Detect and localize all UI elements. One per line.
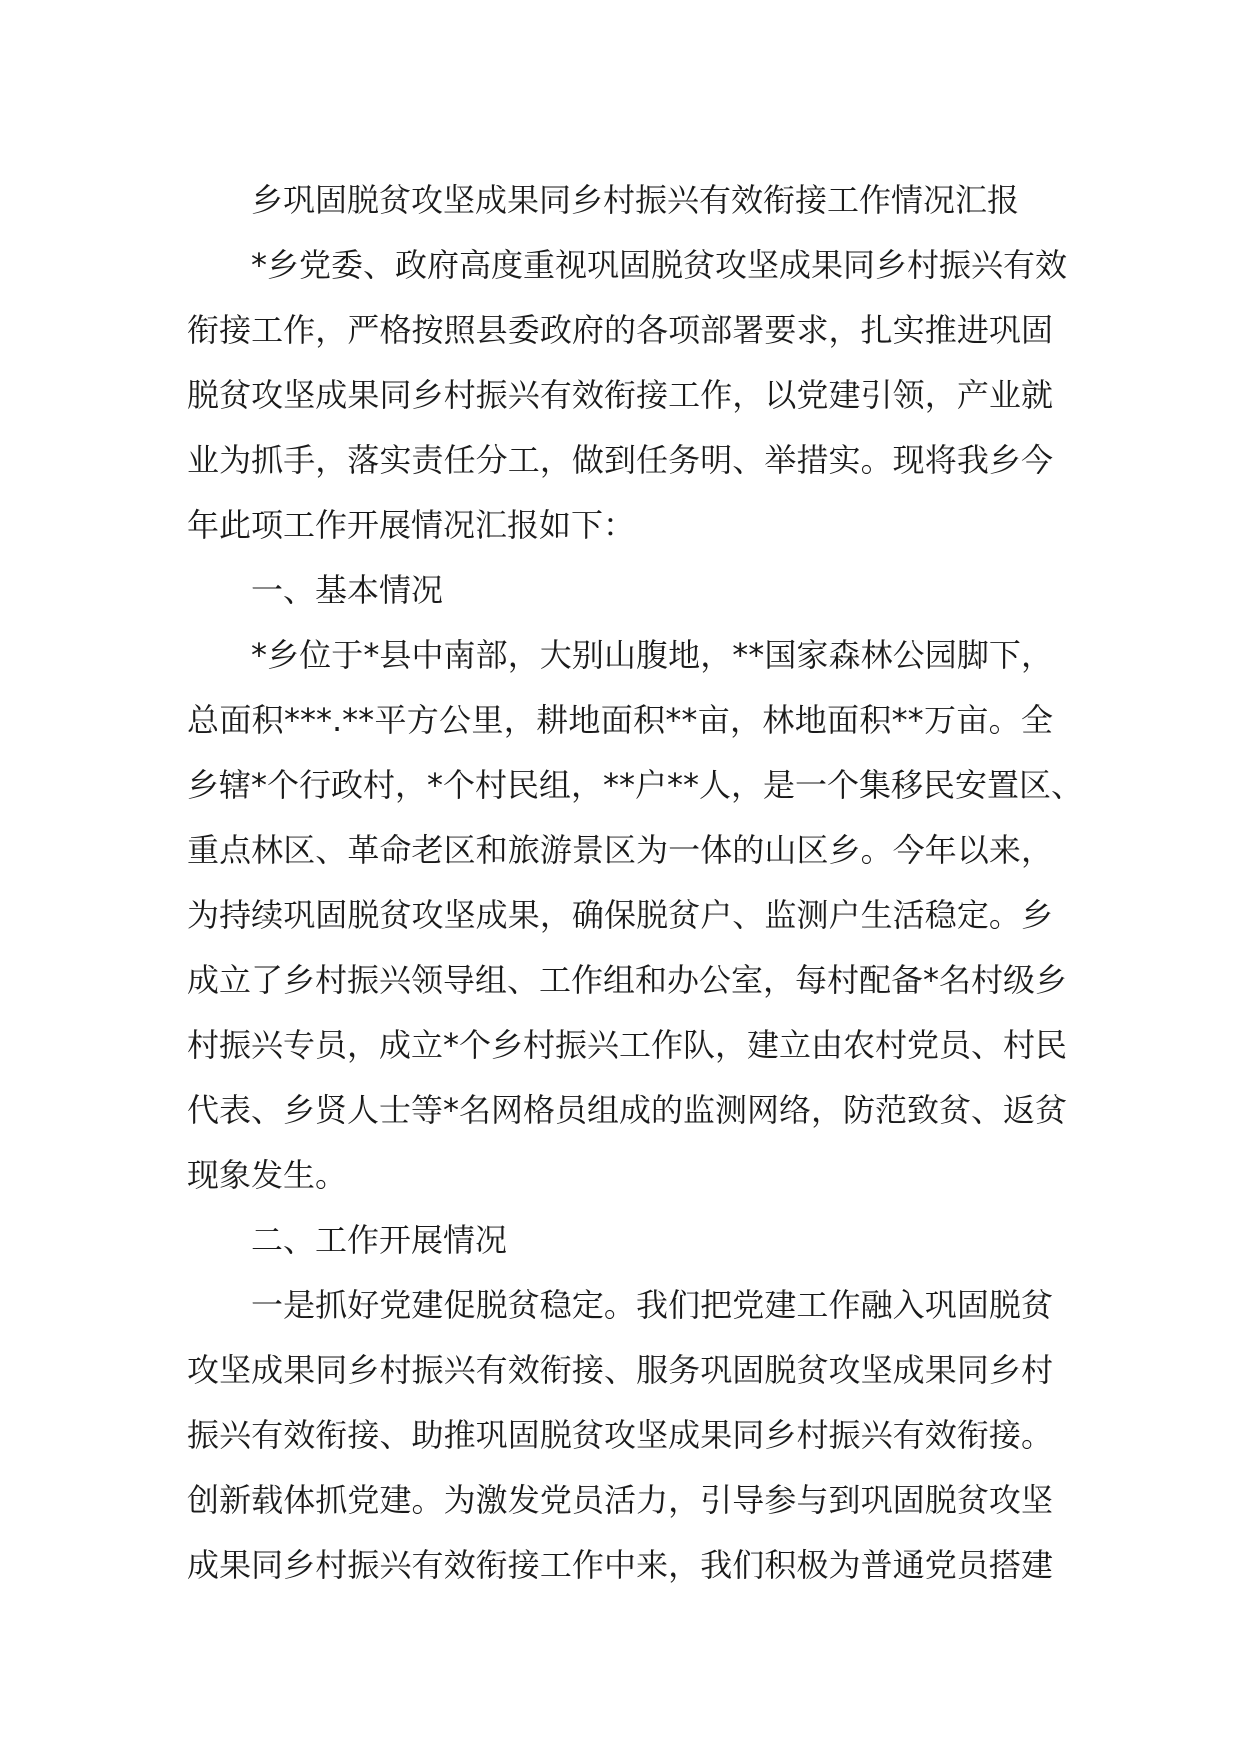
section1-line: 成立了乡村振兴领导组、工作组和办公室，每村配备*名村级乡 — [187, 961, 1068, 999]
document-title: 乡巩固脱贫攻坚成果同乡村振兴有效衔接工作情况汇报 — [251, 181, 1020, 219]
section1-line: *乡位于*县中南部，大别山腹地，**国家森林公园脚下， — [251, 636, 1053, 674]
section1-line: 现象发生。 — [187, 1156, 348, 1194]
section2-line: 创新载体抓党建。为激发党员活力，引导参与到巩固脱贫攻坚 — [187, 1481, 1053, 1519]
section2-line: 振兴有效衔接、助推巩固脱贫攻坚成果同乡村振兴有效衔接。 — [187, 1416, 1053, 1454]
section-heading-basic: 一、基本情况 — [251, 571, 444, 609]
section2-line: 攻坚成果同乡村振兴有效衔接、服务巩固脱贫攻坚成果同乡村 — [187, 1351, 1053, 1389]
document-body — [187, 168, 1084, 1598]
intro-line: 年此项工作开展情况汇报如下： — [187, 506, 636, 544]
section-heading-progress: 二、工作开展情况 — [251, 1221, 508, 1259]
section1-line: 代表、乡贤人士等*名网格员组成的监测网络，防范致贫、返贫 — [187, 1091, 1068, 1129]
section1-line: 为持续巩固脱贫攻坚成果，确保脱贫户、监测户生活稳定。乡 — [187, 896, 1053, 934]
section1-line: 重点林区、革命老区和旅游景区为一体的山区乡。今年以来， — [187, 831, 1053, 869]
intro-line: *乡党委、政府高度重视巩固脱贫攻坚成果同乡村振兴有效 — [251, 246, 1068, 284]
section2-line: 一是抓好党建促脱贫稳定。我们把党建工作融入巩固脱贫 — [251, 1286, 1053, 1324]
section2-line: 成果同乡村振兴有效衔接工作中来，我们积极为普通党员搭建 — [187, 1546, 1053, 1584]
intro-line: 业为抓手，落实责任分工，做到任务明、举措实。现将我乡今 — [187, 441, 1053, 479]
section1-line: 村振兴专员，成立*个乡村振兴工作队，建立由农村党员、村民 — [187, 1026, 1068, 1064]
intro-line: 衔接工作，严格按照县委政府的各项部署要求，扎实推进巩固 — [187, 311, 1053, 349]
section1-line: 乡辖*个行政村，*个村民组，**户**人，是一个集移民安置区、 — [187, 766, 1084, 804]
intro-line: 脱贫攻坚成果同乡村振兴有效衔接工作，以党建引领，产业就 — [187, 376, 1053, 414]
section1-line: 总面积***.**平方公里，耕地面积**亩，林地面积**万亩。全 — [187, 701, 1053, 739]
